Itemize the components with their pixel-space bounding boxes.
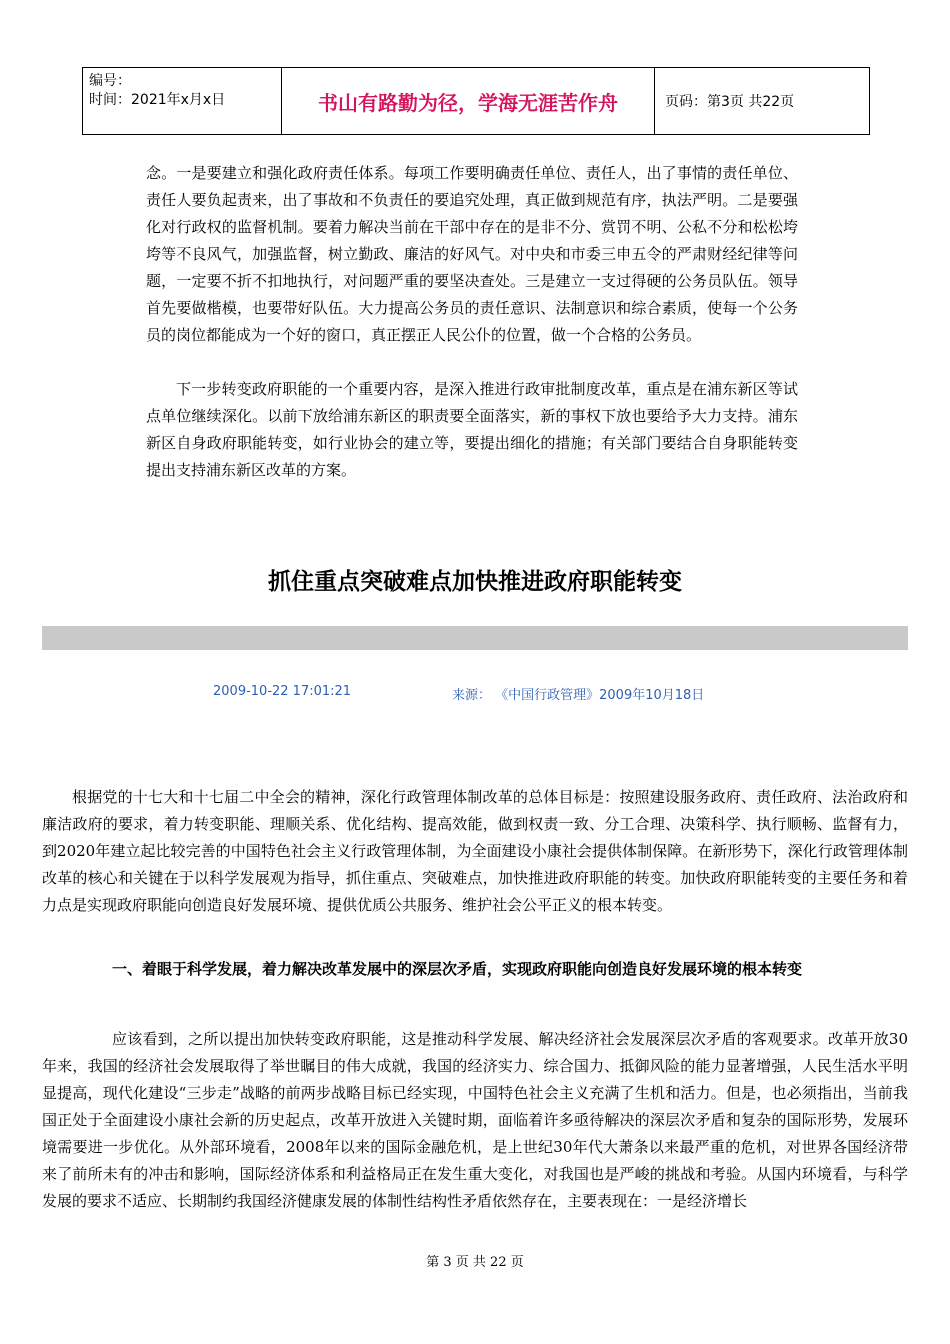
header-motto: 书山有路勤为径，学海无涯苦作舟: [282, 68, 655, 134]
page-footer: 第 3 页 共 22 页: [426, 1255, 524, 1270]
number-label: 编号：: [89, 73, 131, 89]
paragraph-3: 根据党的十七大和十七届二中全会的精神，深化行政管理体制改革的总体目标是：按照建设服务政府、责任政府、法治政府和廉洁政府的要求，着力转变职能、理顺关系、优化结构、提高效能，做到权责一致、分工合理、决策科学、执行顺畅、监督有力，到2020年建立起比较完善的中国特色社会主义行政管理体制，为全面建设小康社会提供体制保障。在新形势下，深化行政管理体制改革的核心和关键在于以科学发展观为指导，抓住重点、突破难点，加快推进政府职能的转变。加快政府职能转变的主要任务和着力点是实现政府职能向创造良好发展环境、提供优质公共服务、维护社会公平正义的根本转变。: [42, 788, 908, 914]
header-meta-cell: [83, 68, 282, 134]
paragraph-1: 念。一是要建立和强化政府责任体系。每项工作要明确责任单位、责任人，出了事情的责任单位、责任人要负起责来，出了事故和不负责任的要追究处理，真正做到规范有序，执法严明。二是要强化对行政权的监督机制。要着力解决当前在干部中存在的是非不分、赏罚不明、公私不分和松松垮垮等不良风气，加强监督，树立勤政、廉洁的好风气。对中央和市委三申五令的严肃财经纪律等问题，一定要不折不扣地执行，对问题严重的要坚决查处。三是建立一支过得硬的公务员队伍。领导首先要做楷模，也要带好队伍。大力提高公务员的责任意识、法制意识和综合素质，使每一个公务员的岗位都能成为一个好的窗口，真正摆正人民公仆的位置，做一个合格的公务员。: [146, 164, 798, 344]
paragraph-4: 应该看到，之所以提出加快转变政府职能，这是推动科学发展、解决经济社会发展深层次矛盾的客观要求。改革开放30年来，我国的经济社会发展取得了举世瞩目的伟大成就，我国的经济实力、综合国力、抵御风险的能力显著增强，人民生活水平明显提高，现代化建设“三步走”战略的前两步战略目标已经实现，中国特色社会主义充满了生机和活力。但是，也必须指出，当前我国正处于全面建设小康社会新的历史起点，改革开放进入关键时期，面临着许多亟待解决的深层次矛盾和复杂的国际形势，发展环境需要进一步优化。从外部环境看，2008年以来的国际金融危机，是上世纪30年代大萧条以来最严重的危机，对世界各国经济带来了前所未有的冲击和影响，国际经济体系和利益格局正在发生重大变化，对我国也是严峻的挑战和考验。从国内环境看，与科学发展的要求不适应、长期制约我国经济健康发展的体制性结构性矛盾依然存在，主要表现在：一是经济增长: [42, 1030, 908, 1210]
header-page-info: 页码：第3页 共22页: [665, 94, 795, 110]
title-divider-bar: [42, 626, 908, 650]
article-date: 2009-10-22 17:01:21: [213, 684, 352, 699]
paragraph-2: 下一步转变政府职能的一个重要内容，是深入推进行政审批制度改革，重点是在浦东新区等试点单位继续深化。以前下放给浦东新区的职责要全面落实，新的事权下放也要给予大力支持。浦东新区自身政府职能转变，如行业协会的建立等，要提出细化的措施；有关部门要结合自身职能转变提出支持浦东新区改革的方案。: [146, 380, 798, 479]
document-header: [82, 67, 870, 135]
section-heading-1: 一、着眼于科学发展，着力解决改革发展中的深层次矛盾，实现政府职能向创造良好发展环境的根本转变: [112, 960, 803, 978]
article-title: 抓住重点突破难点加快推进政府职能转变: [268, 569, 682, 595]
time-label: 时间：2021年x月x日: [89, 92, 226, 108]
article-source: 来源： 《中国行政管理》2009年10月18日: [452, 688, 705, 703]
